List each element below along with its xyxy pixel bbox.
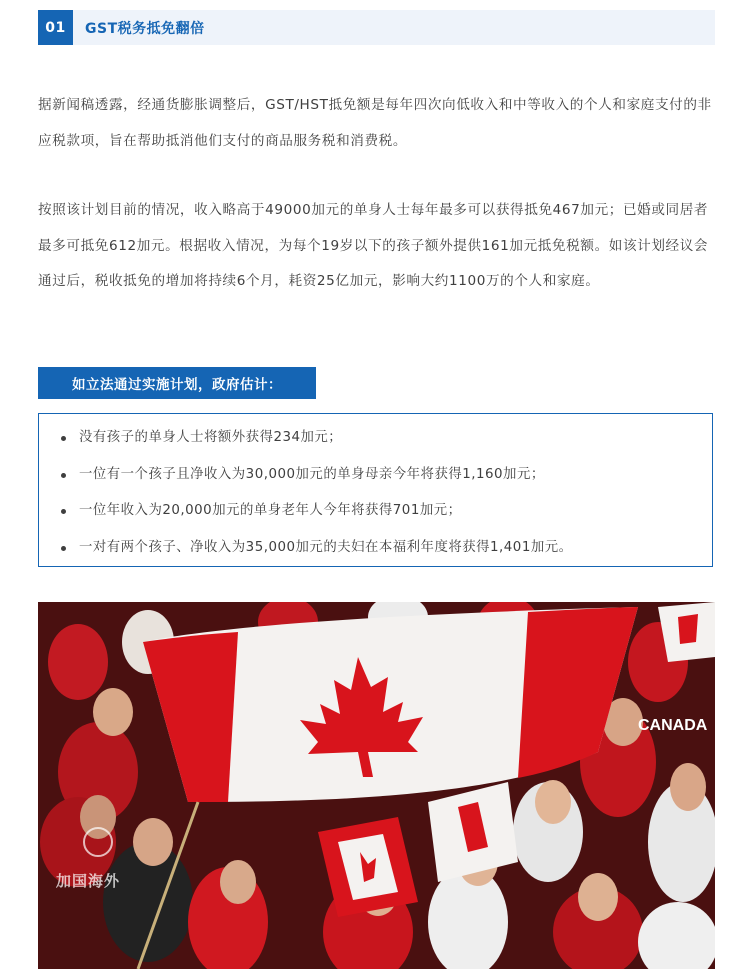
list-item	[39, 493, 712, 530]
list-item	[39, 420, 712, 457]
list-item-text: 一位有一个孩子且净收入为30,000加元的单身母亲今年将获得1,160加元；	[79, 466, 545, 482]
bullet-icon	[61, 509, 66, 514]
list-item-text: 没有孩子的单身人士将额外获得234加元；	[79, 430, 343, 445]
section-title: GST税务抵免翻倍	[85, 20, 205, 37]
estimate-box	[38, 413, 713, 567]
bullet-icon	[61, 436, 66, 441]
paragraph-gst-credit-intro: 据新闻稿透露，经通货膨胀调整后，GST/HST抵免额是每年四次向低收入和中等收入的个人和家庭支付的非应税款项，旨在帮助抵消他们支付的商品服务税和消费税。	[38, 97, 712, 149]
bullet-icon	[61, 473, 66, 478]
list-item-text: 一对有两个孩子、净收入为35,000加元的夫妇在本福利年度将获得1,401加元。	[79, 539, 573, 555]
section-number: 01	[38, 10, 73, 45]
photo-watermark: 加国海外	[56, 872, 121, 890]
section-header	[38, 10, 715, 45]
estimate-list	[39, 414, 712, 566]
bullet-icon	[61, 546, 66, 551]
list-item-text: 一位年收入为20,000加元的单身老年人今年将获得701加元；	[79, 503, 462, 518]
list-item	[39, 457, 712, 494]
paragraph-plan-details: 按照该计划目前的情况，收入略高于49000加元的单身人士每年最多可以获得抵免467加元；已婚或同居者最多可抵免612加元。根据收入情况，为每个19岁以下的孩子额外提供161加元抵免税额。如该计划经议会通过后，税收抵免的增加将持续6个月，耗资25亿加元，影响大约1100万的个人和家庭。	[38, 202, 709, 289]
crowd-flag-illustration	[38, 602, 715, 969]
crowd-photo	[38, 602, 715, 969]
list-item	[39, 530, 712, 567]
estimate-heading: 如立法通过实施计划，政府估计：	[38, 367, 316, 399]
jersey-text: CANADA	[638, 717, 708, 734]
